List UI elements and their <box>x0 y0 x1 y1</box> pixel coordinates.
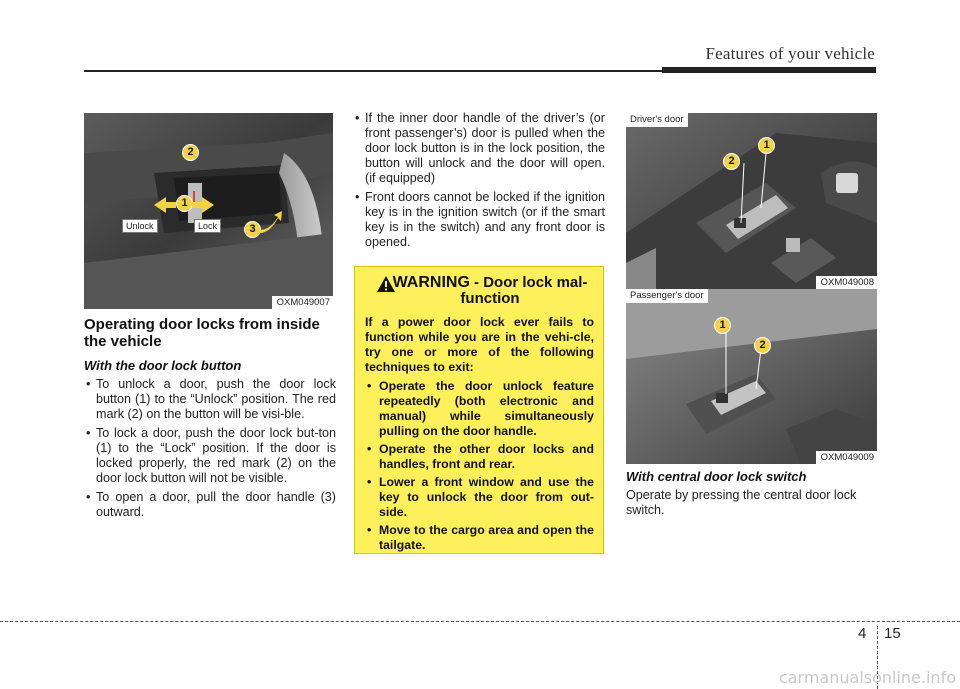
list-item: • Front doors cannot be locked if the ignition key is in the ignition switch (or if the smart key is in the switch) and any front door is opened. <box>353 190 605 250</box>
callout-3: 3 <box>244 221 261 238</box>
inner-handle-notes <box>353 111 605 250</box>
warning-box <box>354 266 604 554</box>
central-switch-text: Operate by pressing the central door lock switch. <box>626 488 857 517</box>
lock-label: Lock <box>194 219 221 233</box>
passengers-door-switch-photo <box>626 289 877 464</box>
figure-code: OXM049009 <box>816 451 877 464</box>
pull-handle-arrow-icon <box>254 211 284 235</box>
list-item: • To open a door, pull the door handle (3) outward. <box>84 490 336 520</box>
unlock-label: Unlock <box>122 219 158 233</box>
figure-code: OXM049007 <box>272 296 333 309</box>
figure-tag: Passenger's door <box>626 289 708 303</box>
list-item: • Lower a front window and use the key to unlock the door from out-side. <box>365 475 594 520</box>
callout-2: 2 <box>754 337 771 354</box>
warning-triangle-icon <box>377 276 395 292</box>
inside-door-lock-photo <box>84 113 333 309</box>
warning-word: WARNING <box>392 274 470 291</box>
page-number: 15 <box>884 625 901 642</box>
footer-rule <box>0 621 960 622</box>
drivers-door-switch-photo <box>626 113 877 289</box>
section-title: Features of your vehicle <box>705 44 875 63</box>
list-item: • Move to the cargo area and open the tailgate. <box>365 523 594 553</box>
warning-intro: If a power door lock ever fails to function while you are in the vehi-cle, try one or more of the following techniques to exit: <box>365 315 594 374</box>
watermark: carmanualsonline.info <box>778 668 956 687</box>
figure-tag: Driver's door <box>626 113 688 127</box>
list-item: • To lock a door, push the door lock but-ton (1) to the “Lock” position. If the door is locked properly, the red mark (2) on the door lock button will not be visible. <box>84 426 336 486</box>
list-item: • To unlock a door, push the door lock button (1) to the “Unlock” position. The red mark (2) on the button will be visi-ble. <box>84 377 336 422</box>
unlock-arrow-icon <box>154 195 214 215</box>
subheading-door-lock-button: With the door lock button <box>84 358 242 373</box>
list-item: • Operate the door unlock feature repeatedly (both electronic and manual) while simultaneously pulling on the door handle. <box>365 379 594 439</box>
callout-2: 2 <box>723 153 740 170</box>
subheading-central-switch: With central door lock switch <box>626 469 807 484</box>
chapter-number: 4 <box>858 625 867 642</box>
header-rule-accent <box>662 67 876 73</box>
warning-subject: - Door lock mal-function <box>460 274 588 307</box>
header-rule <box>84 70 662 72</box>
list-item: • If the inner door handle of the driver’s (or front passenger’s) door is pulled when the door lock button is in the lock position, the button will unlock and the door will open. (if equipped) <box>353 111 605 186</box>
door-lock-button-steps <box>84 377 336 520</box>
warning-techniques <box>365 379 594 553</box>
callout-2: 2 <box>182 144 199 161</box>
section-heading: Operating door locks from inside the vehicle <box>84 316 320 350</box>
callout-1: 1 <box>758 137 775 154</box>
callout-1: 1 <box>714 317 731 334</box>
figure-code: OXM049008 <box>816 276 877 289</box>
list-item: • Operate the other door locks and handles, front and rear. <box>365 442 594 472</box>
callout-1: 1 <box>176 195 193 212</box>
